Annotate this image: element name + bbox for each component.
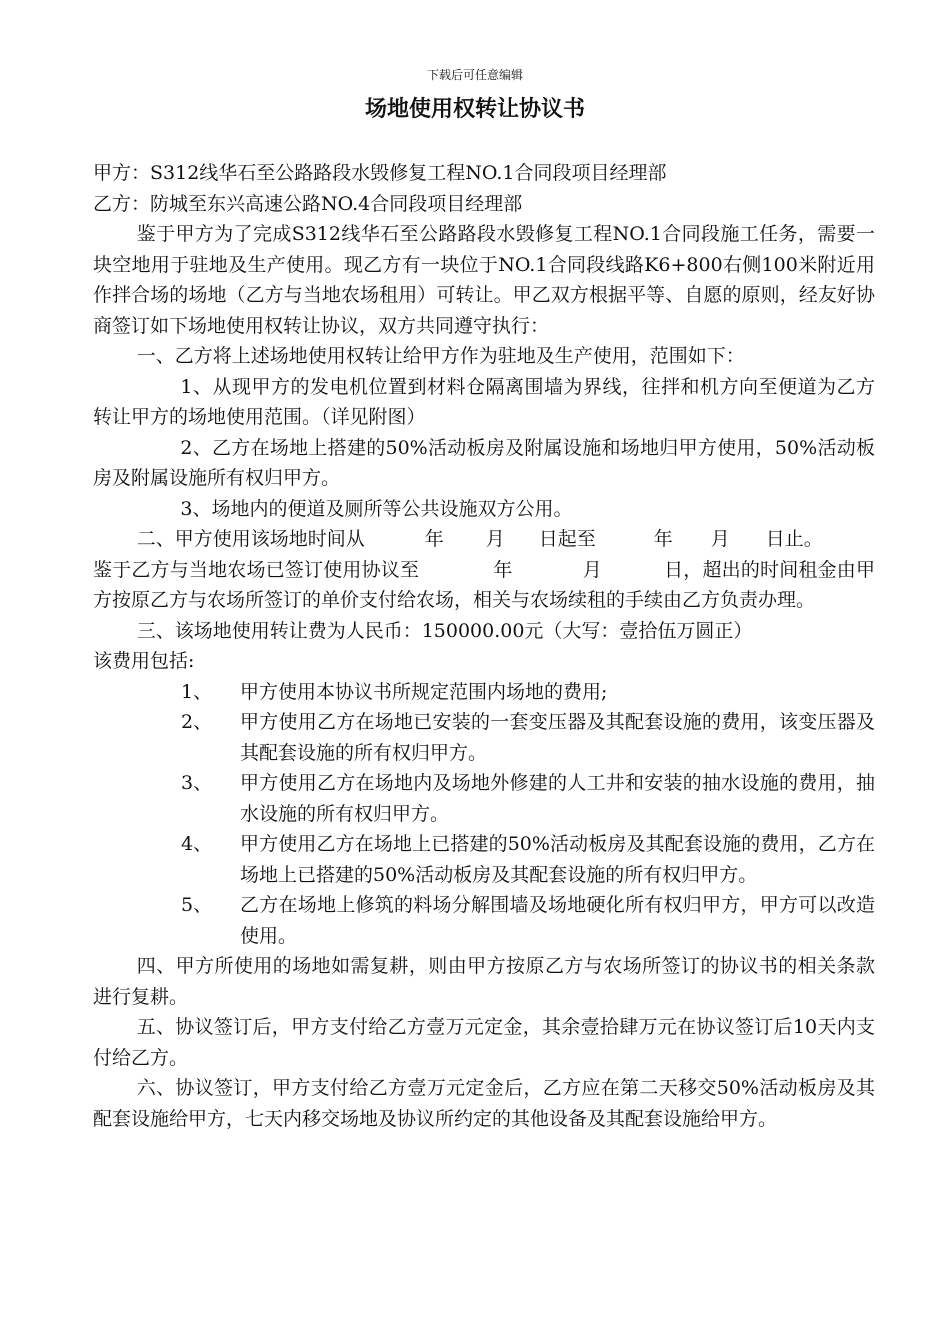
- fee-item: [93, 707, 875, 768]
- fee-item-number: 3、: [181, 772, 213, 794]
- blank-day-2: 日止。: [765, 528, 823, 550]
- clause-2-line-2: [93, 555, 875, 616]
- clause-6: 六、协议签订，甲方支付给乙方壹万元定金后，乙方应在第二天移交50%活动板房及其配套设施给甲方，七天内移交场地及协议所约定的其他设备及其配套设施给甲方。: [93, 1077, 875, 1130]
- clause-4: 四、甲方所使用的场地如需复耕，则由甲方按原乙方与农场所签订的协议书的相关条款进行复耕。: [93, 955, 875, 1008]
- fee-item-number: 5、: [181, 894, 213, 916]
- fee-item-text: 甲方使用乙方在场地内及场地外修建的人工井和安装的抽水设施的费用，抽水设施的所有权归甲方。: [240, 772, 875, 825]
- fee-item: [93, 677, 875, 708]
- party-a: 甲方：S312线华石至公路路段水毁修复工程NO.1合同段项目经理部: [93, 162, 667, 184]
- blank-year-1: 年: [424, 528, 444, 550]
- clause-1-item-2: 2、乙方在场地上搭建的50%活动板房及附属设施和场地归甲方使用，50%活动板房及附属设施所有权归甲方。: [93, 436, 875, 489]
- clause-2-text-a: 二、甲方使用该场地时间从: [136, 528, 365, 550]
- fee-item: [93, 890, 875, 951]
- blank-year-3: 年: [493, 558, 513, 581]
- clause-2-text-c: 日，超出的时间租金由甲方按原乙方与农场所签订的单价支付给农场，相关与农场续租的手续由乙方负责办理。: [93, 558, 875, 611]
- clause-2-line-1: [93, 524, 875, 555]
- preamble-paragraph: 鉴于甲方为了完成S312线华石至公路路段水毁修复工程NO.1合同段施工任务，需要一块空地用于驻地及生产使用。现乙方有一块位于NO.1合同段线路K6+800右侧100米附近用作拌合场的场地（乙方与当地农场租用）可转让。甲乙双方根据平等、自愿的原则，经友好协商签订如下场地使用权转让协议，双方共同遵守执行：: [93, 223, 875, 337]
- fee-item-text: 甲方使用乙方在场地上已搭建的50%活动板房及其配套设施的费用，乙方在场地上已搭建的50%活动板房及其配套设施的所有权归甲方。: [240, 833, 875, 886]
- header-note: 下载后可任意编辑: [426, 68, 523, 82]
- clause-5: 五、协议签订后，甲方支付给乙方壹万元定金，其余壹拾肆万元在协议签订后10天内支付给乙方。: [93, 1016, 875, 1069]
- blank-year-2: 年: [653, 528, 673, 550]
- fee-item: [93, 829, 875, 890]
- document-body: [93, 158, 875, 1134]
- clause-3-sub: 该费用包括:: [93, 650, 195, 672]
- fee-item-number: 1、: [181, 680, 213, 703]
- clause-3-heading: 三、该场地使用转让费为人民币：150000.00元（大写：壹拾伍万圆正）: [136, 619, 753, 642]
- fee-item-text: 乙方在场地上修筑的料场分解围墙及场地硬化所有权归甲方，甲方可以改造使用。: [240, 894, 875, 947]
- blank-month-3: 月: [582, 558, 602, 581]
- fee-list: [93, 677, 875, 952]
- fee-item-number: 4、: [181, 833, 213, 855]
- clause-1-item-1: 1、从现甲方的发电机位置到材料仓隔离围墙为界线，往拌和机方向至便道为乙方转让甲方的场地使用范围。（详见附图）: [93, 375, 875, 428]
- blank-month-2: 月: [710, 528, 730, 550]
- clause-1-item-3: 3、场地内的便道及厕所等公共设施双方公用。: [180, 497, 573, 520]
- fee-item-text: 甲方使用乙方在场地已安装的一套变压器及其配套设施的费用，该变压器及其配套设施的所有权归甲方。: [240, 711, 875, 764]
- fee-item-number: 2、: [181, 711, 213, 733]
- blank-month-1: 月: [485, 528, 505, 550]
- clause-2-text-b: 鉴于乙方与当地农场已签订使用协议至: [93, 558, 420, 581]
- blank-day-1: 日起至: [538, 528, 596, 550]
- document-title: 场地使用权转让协议书: [364, 97, 585, 122]
- fee-item-text: 甲方使用本协议书所规定范围内场地的费用;: [240, 680, 608, 703]
- fee-item: [93, 768, 875, 829]
- party-b: 乙方：防城至东兴高速公路NO.4合同段项目经理部: [93, 192, 523, 215]
- clause-1-heading: 一、乙方将上述场地使用权转让给甲方作为驻地及生产使用，范围如下：: [136, 345, 745, 367]
